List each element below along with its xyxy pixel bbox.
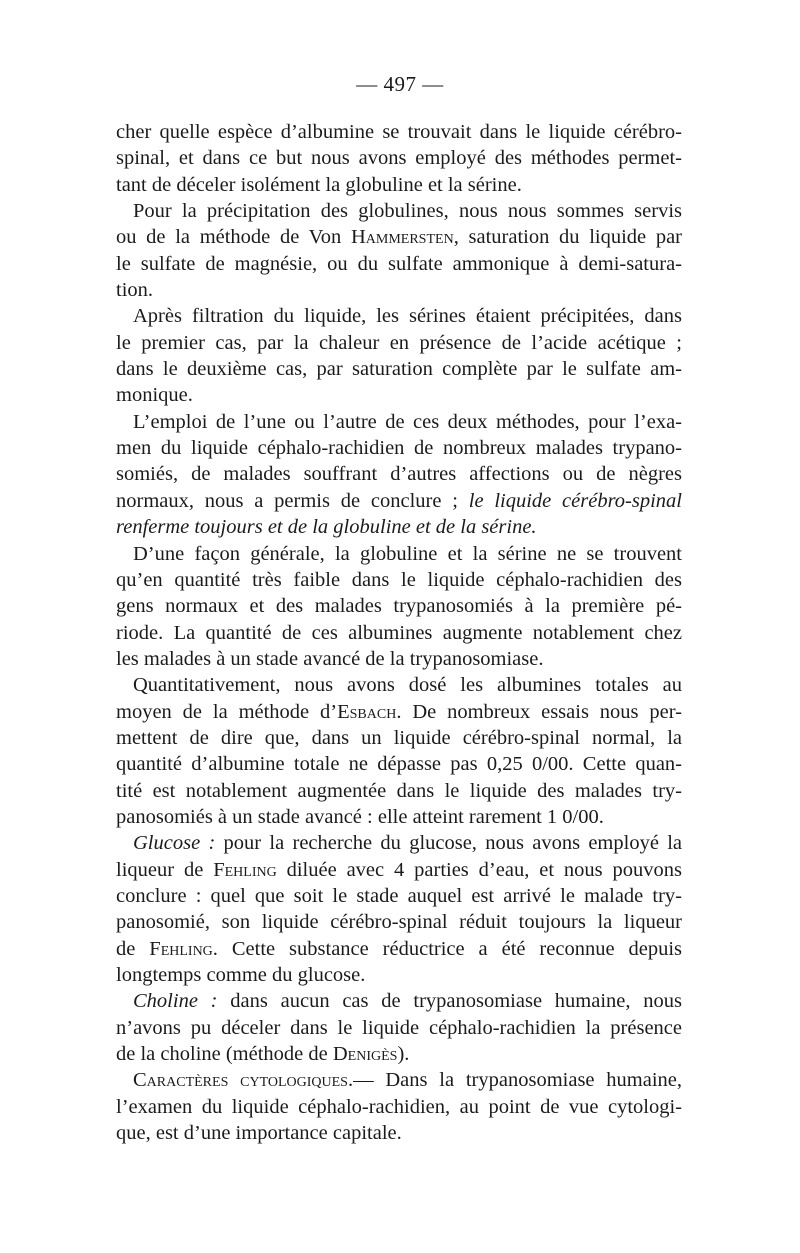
italic-text: renferme toujours et de la globuline et de la sérine. [116, 516, 537, 539]
text-line [116, 224, 682, 250]
text-segment: de [116, 937, 150, 960]
text-segment: le premier cas, par la chaleur en présence de l’acide acétique ; [116, 331, 682, 354]
text-line [116, 277, 682, 303]
text-segment: mettent de dire que, dans un liquide cérébro-spinal normal, la [116, 726, 682, 749]
text-line [116, 1067, 682, 1093]
small-caps-text: Hammersten [350, 226, 454, 249]
text-line [116, 409, 682, 435]
text-segment: monique. [116, 384, 193, 407]
text-segment: qu’en quantité très faible dans le liquide céphalo-rachidien des [116, 568, 682, 591]
text-line [116, 962, 682, 988]
text-line [116, 330, 682, 356]
text-segment: moyen de la méthode d’ [116, 700, 338, 723]
text-line [116, 883, 682, 909]
text-segment: de la choline (méthode de [116, 1043, 333, 1066]
small-caps-text: Caractères cytologiques [133, 1069, 348, 1092]
text-line [116, 251, 682, 277]
small-caps-text: Fehling [149, 937, 213, 960]
text-segment: Pour la précipitation des globulines, nous nous sommes servis [133, 200, 682, 223]
page-number: — 497 — [356, 72, 444, 96]
text-line [116, 488, 682, 514]
text-segment: dans aucun cas de trypanosomiase humaine, nous [217, 990, 683, 1013]
text-line [116, 751, 682, 777]
text-segment: dans le deuxième cas, par saturation complète par le sulfate am- [116, 358, 682, 381]
italic-text: Glucose : [133, 832, 216, 855]
text-line [116, 541, 682, 567]
text-segment: cher quelle espèce d’albumine se trouvait dans le liquide cérébro- [116, 121, 682, 143]
italic-text: Choline : [133, 990, 218, 1013]
small-caps-text: Fehling [213, 858, 277, 881]
text-segment: conclure : quel que soit le stade auquel est arrivé le malade try- [116, 884, 682, 907]
text-line [116, 857, 682, 883]
text-line [116, 1041, 682, 1067]
text-line [116, 119, 682, 145]
text-segment: .— Dans la trypanosomiase humaine, [347, 1069, 683, 1092]
text-line [116, 672, 682, 698]
text-segment: D’une façon générale, la globuline et la sérine ne se trouvent [133, 542, 682, 565]
text-segment: liqueur de [116, 858, 214, 881]
text-line [116, 172, 682, 198]
text-segment: Après filtration du liquide, les sérines étaient précipitées, dans [133, 305, 682, 328]
text-segment: gens normaux et des malades trypanosomiés à la première pé- [116, 595, 682, 618]
text-segment: riode. La quantité de ces albumines augmente notablement chez [116, 621, 682, 644]
text-line [116, 725, 682, 751]
text-line [116, 145, 682, 171]
text-segment: n’avons pu déceler dans le liquide céphalo-rachidien la présence [116, 1016, 682, 1039]
text-segment: normaux, nous a permis de conclure ; [116, 489, 469, 512]
text-line [116, 461, 682, 487]
small-caps-text: Denigès [332, 1043, 398, 1066]
text-segment: , saturation du liquide par [453, 226, 682, 249]
text-segment: l’examen du liquide céphalo-rachidien, au point de vue cytologi- [116, 1095, 682, 1118]
text-line [116, 936, 682, 962]
text-segment: . De nombreux essais nous per- [396, 700, 682, 723]
text-segment: pour la recherche du glucose, nous avons employé la [215, 832, 682, 855]
text-segment: . Cette substance réductrice a été reconnue depuis [212, 937, 682, 960]
text-line [116, 1015, 682, 1041]
text-line [116, 778, 682, 804]
text-line [116, 356, 682, 382]
text-segment: spinal, et dans ce but nous avons employé des méthodes permet- [116, 147, 682, 170]
text-segment: les malades à un stade avancé de la trypanosomiase. [116, 647, 544, 670]
italic-text: le liquide cérébro-spinal [468, 489, 682, 512]
text-segment: tité est notablement augmentée dans le liquide des malades try- [116, 779, 682, 802]
text-line [116, 382, 682, 408]
text-line [116, 567, 682, 593]
text-line [116, 198, 682, 224]
text-segment: diluée avec 4 parties d’eau, et nous pouvons [276, 858, 682, 881]
text-segment: L’emploi de l’une ou l’autre de ces deux méthodes, pour l’exa- [133, 410, 682, 433]
small-caps-text: Esbach [337, 700, 397, 723]
body-text [116, 119, 682, 1146]
text-line [116, 988, 682, 1014]
text-line [116, 1120, 682, 1146]
text-segment: Quantitativement, nous avons dosé les albumines totales au [133, 674, 682, 697]
text-line [116, 909, 682, 935]
text-segment: quantité d’albumine totale ne dépasse pas 0,25 0/00. Cette quan- [116, 753, 682, 776]
text-line [116, 830, 682, 856]
text-segment: panosomiés à un stade avancé : elle atteint rarement 1 0/00. [116, 805, 604, 828]
text-line [116, 435, 682, 461]
text-line [116, 593, 682, 619]
text-line [116, 1094, 682, 1120]
text-segment: tion. [116, 279, 154, 302]
text-segment: le sulfate de magnésie, ou du sulfate ammonique à demi-satura- [116, 252, 682, 275]
text-segment: somiés, de malades souffrant d’autres affections ou de nègres [116, 463, 682, 486]
text-segment: tant de déceler isolément la globuline et la sérine. [116, 173, 522, 196]
text-segment: ou de la méthode de Von [116, 226, 351, 249]
text-line [116, 804, 682, 830]
text-line [116, 620, 682, 646]
text-line [116, 699, 682, 725]
text-line [116, 646, 682, 672]
text-segment: panosomié, son liquide cérébro-spinal réduit toujours la liqueur [116, 911, 682, 934]
text-segment: men du liquide céphalo-rachidien de nombreux malades trypano- [116, 437, 682, 460]
text-line [116, 514, 682, 540]
text-segment: que, est d’une importance capitale. [116, 1122, 402, 1145]
text-segment: longtemps comme du glucose. [116, 964, 366, 986]
text-segment: ). [397, 1043, 410, 1066]
text-line [116, 303, 682, 329]
